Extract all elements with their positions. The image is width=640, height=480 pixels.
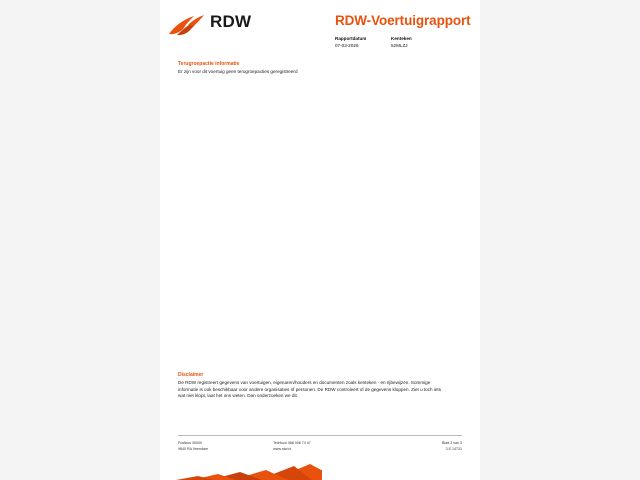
kenteken-label: Kenteken bbox=[391, 36, 412, 41]
footer-pagination bbox=[368, 440, 462, 452]
rdw-logo-text: RDW bbox=[210, 12, 252, 31]
section-title-terugroepactie: Terugroepactie informatie bbox=[178, 61, 240, 67]
rdw-logo bbox=[168, 12, 288, 40]
section-title-disclaimer: Disclaimer bbox=[178, 372, 204, 378]
kenteken-value: 52MLZJ bbox=[391, 43, 408, 48]
report-meta-labels bbox=[335, 35, 475, 42]
footer-phone: Telefoon 088 008 74 47 bbox=[273, 441, 311, 445]
footer-address-line-1: Postbus 30000 bbox=[178, 441, 202, 445]
rapportdatum-value: 07-03-2026 bbox=[335, 43, 359, 48]
report-meta bbox=[335, 35, 475, 49]
footer-doc-code: 3 E.14731 bbox=[445, 447, 462, 451]
report-meta-values bbox=[335, 42, 475, 49]
footer-address bbox=[178, 440, 272, 452]
page-title: RDW-Voertuigrapport bbox=[335, 13, 471, 28]
rapportdatum-label: Rapportdatum bbox=[335, 36, 367, 41]
bottom-swoosh-graphic bbox=[162, 458, 322, 480]
document-page bbox=[160, 0, 480, 480]
footer-address-line-2: 9640 RA Veendam bbox=[178, 447, 208, 451]
section-terugroepactie bbox=[178, 60, 468, 76]
footer-website[interactable]: www.rdw.nl bbox=[273, 447, 292, 451]
section-disclaimer bbox=[178, 371, 468, 400]
section-body-disclaimer: De RDW registreert gegevens van voertuigen, eigenaren/houders en documenten zoals kenteken - en rijbewijzen. Sommige informatie is ook beschikbaar voor andere organisaties of personen. De RDW controleert of de gegevens kloppen. Ziet u toch iets wat niet klopt, laat het ons weten. Dan onderzoeken we dit. bbox=[178, 380, 442, 398]
document-footer bbox=[178, 435, 462, 452]
section-body-terugroepactie: Er zijn voor dit voertuig geen terugroepacties geregistreerd bbox=[178, 69, 298, 74]
footer-contact bbox=[273, 440, 367, 452]
document-header bbox=[160, 0, 480, 50]
rdw-swoosh-icon bbox=[168, 14, 206, 36]
footer-page-number: Blad 3 van 3 bbox=[442, 441, 462, 445]
